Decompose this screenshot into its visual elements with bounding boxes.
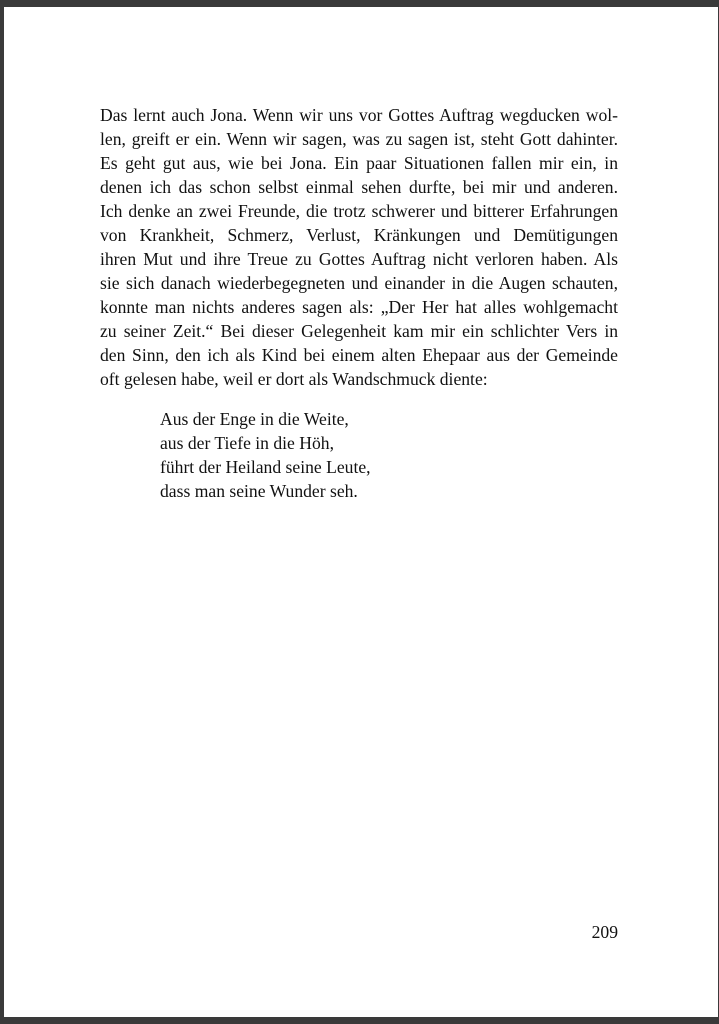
verse-line: Aus der Enge in die Weite, — [160, 409, 349, 429]
paragraph-line: von Krankheit, Schmerz, Verlust, Kränkungen und Demütigungen — [100, 225, 618, 245]
paragraph-line: sie sich danach wiederbegegneten und einander in die Augen schauten, — [100, 273, 618, 293]
paragraph-line: Ich denke an zwei Freunde, die trotz schwerer und bitterer Erfahrungen — [100, 201, 618, 221]
paragraph-line: oft gelesen habe, weil er dort als Wandschmuck diente: — [100, 369, 488, 389]
verse-block — [160, 407, 371, 503]
paragraph-line: zu seiner Zeit.“ Bei dieser Gelegenheit kam mir ein schlichter Vers in — [100, 321, 618, 341]
verse-line: dass man seine Wunder seh. — [160, 481, 358, 501]
body-paragraph — [100, 103, 618, 391]
paragraph-line: konnte man nichts anderes sagen als: „Der Her hat alles wohlgemacht — [100, 297, 618, 317]
verse-line: führt der Heiland seine Leute, — [160, 457, 371, 477]
paragraph-line: len, greift er ein. Wenn wir sagen, was zu sagen ist, steht Gott dahinter. — [100, 129, 618, 149]
paragraph-line: Das lernt auch Jona. Wenn wir uns vor Gottes Auftrag wegducken wol- — [100, 105, 618, 125]
paragraph-line: den Sinn, den ich als Kind bei einem alten Ehepaar aus der Gemeinde — [100, 345, 618, 365]
verse-line: aus der Tiefe in die Höh, — [160, 433, 334, 453]
page-number: 209 — [591, 922, 618, 942]
paragraph-line: ihren Mut und ihre Treue zu Gottes Auftrag nicht verloren haben. Als — [100, 249, 618, 269]
paragraph-line: denen ich das schon selbst einmal sehen durfte, bei mir und anderen. — [100, 177, 618, 197]
paragraph-line: Es geht gut aus, wie bei Jona. Ein paar Situationen fallen mir ein, in — [100, 153, 618, 173]
